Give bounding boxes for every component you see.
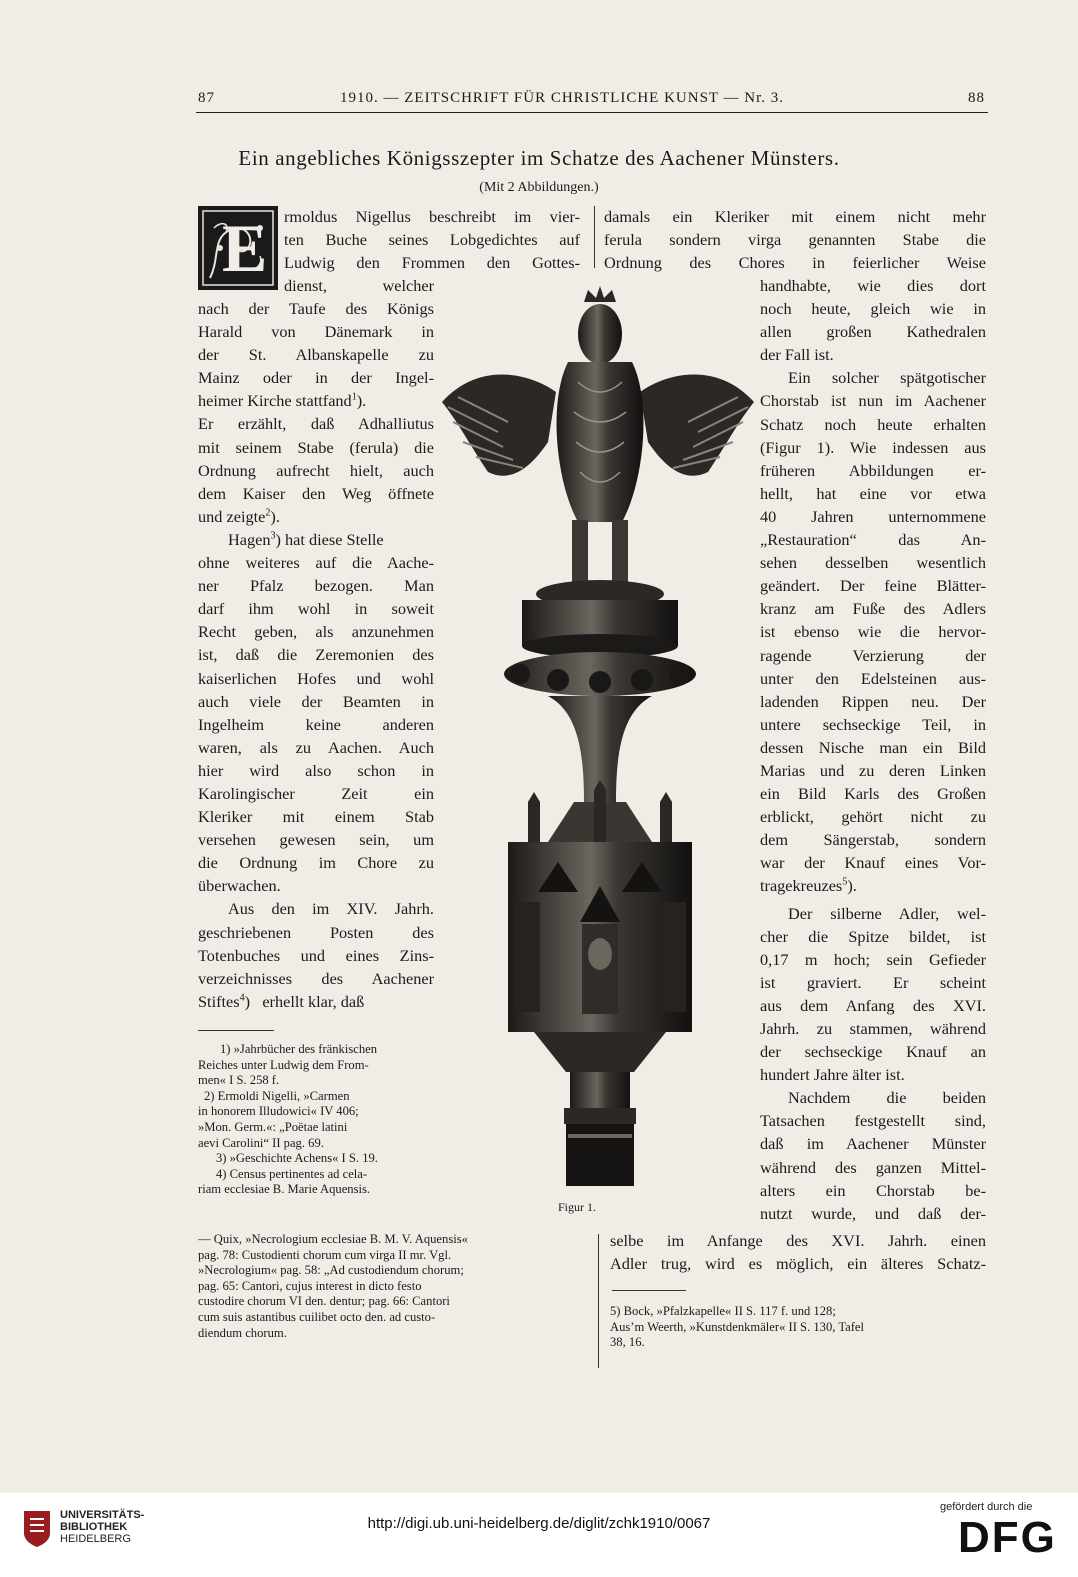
text-line: unter den Edelsteinen aus- <box>760 668 986 688</box>
text-line: Harald von Dänemark in <box>198 322 434 342</box>
text-line: geschriebenen Posten des <box>198 922 434 942</box>
text-line: daß im Aachener Münster <box>760 1134 986 1154</box>
footnote-line: riam ecclesiae B. Marie Aquensis. <box>198 1182 371 1197</box>
footnotes-left <box>198 1042 430 1198</box>
text-line: der sechseckige Knauf an <box>760 1042 986 1062</box>
text-line: alters ein Chorstab be- <box>760 1180 986 1200</box>
right-column-body <box>760 274 986 1225</box>
footnote-line: custodire chorum VI den. dentur; pag. 66: Cantori <box>198 1294 450 1309</box>
footnote-line: in honorem Illudowici« IV 406; <box>198 1104 359 1119</box>
footnote-line: men« I S. 258 f. <box>198 1073 280 1088</box>
text-line: Recht geben, als anzunehmen <box>198 622 434 642</box>
footnote-line: aevi Carolini“ II pag. 69. <box>198 1135 324 1150</box>
text-line: Adler trug, wird es möglich, ein älteres Schatz- <box>610 1254 986 1274</box>
footnote-line: — Quix, »Necrologium ecclesiae B. M. V. Aquensis« <box>198 1232 468 1246</box>
text-line: früheren Abbildungen er- <box>760 460 986 480</box>
text-line: Mainz oder in der Ingel- <box>198 368 434 388</box>
text-line: ten Buche seines Lobgedichtes auf <box>284 230 580 250</box>
text-line: ladenden Rippen neu. Der <box>760 691 986 711</box>
column-separator-top <box>594 206 595 268</box>
text-line: cher die Spitze bildet, ist <box>760 926 986 946</box>
running-title: 1910. — ZEITSCHRIFT FÜR CHRISTLICHE KUNST — Nr. 3. <box>340 90 785 106</box>
article-subtitle: (Mit 2 Abbildungen.) <box>479 180 599 195</box>
text-line: auch viele der Beamten in <box>198 691 434 711</box>
text-line: Ludwig den Frommen den Gottes- <box>284 253 580 273</box>
text-line: 0,17 m hoch; sein Gefieder <box>760 949 986 969</box>
dfg-logo: DFG <box>958 1513 1057 1562</box>
text-line: hundert Jahre älter ist. <box>760 1065 905 1085</box>
text-line: rmoldus Nigellus beschreibt im vier- <box>284 207 580 226</box>
text-line: allen großen Kathedralen <box>760 322 986 342</box>
text-line: Hagen$^3$) hat diese Stelle <box>228 529 384 549</box>
text-line: war der Knauf eines Vor- <box>760 853 986 873</box>
text-line: Kleriker mit einem Stab <box>198 807 434 827</box>
footnote-line: Aus’m Weerth, »Kunstdenkmäler« II S. 130, Tafel <box>610 1319 865 1334</box>
figure-caption: Figur 1. <box>558 1200 597 1214</box>
footnotes-right <box>610 1304 988 1351</box>
text-line: erblickt, gehört nicht zu <box>760 807 986 827</box>
text-line: Er erzählt, daß Adhalliutus <box>198 414 434 434</box>
text-line: Aus den im XIV. Jahrh. <box>228 899 434 919</box>
text-line: ferula sondern virga genannten Stabe die <box>604 230 986 250</box>
text-line: Ordnung aufrecht hielt, auch <box>198 460 434 480</box>
text-line: und zeigte$^2$). <box>198 506 280 526</box>
text-line: Ordnung des Chores in feierlicher Weise <box>604 253 986 273</box>
footnote-line: »Mon. Germ.«: „Poëtae latini <box>198 1119 348 1134</box>
text-line: Karolingischer Zeit ein <box>198 783 434 803</box>
text-line: ist ebenso wie die hervor- <box>760 622 986 642</box>
text-line: ohne weiteres auf die Aache- <box>198 553 434 573</box>
text-line: der St. Albanskapelle zu <box>198 345 434 365</box>
footnote-line: 38, 16. <box>610 1335 645 1350</box>
text-line: kranz am Fuße des Adlers <box>760 599 986 619</box>
eagle-scepter-illustration <box>438 282 758 1190</box>
text-line: kaiserlichen Hofes und wohl <box>198 668 434 688</box>
text-line: untere sechseckige Teil, in <box>760 714 986 734</box>
text-line: handhabte, wie dies dort <box>760 276 986 295</box>
text-line: verzeichnisses des Aachener <box>198 968 434 988</box>
text-line: dem Sängerstab, sondern <box>760 830 986 850</box>
text-line: Chorstab ist nun im Aachener <box>760 391 986 411</box>
text-line: ein Bild Karls des Großen <box>760 784 986 804</box>
footnote-line: diendum chorum. <box>198 1325 287 1340</box>
footnote-ref-5[interactable]: 5 <box>842 877 848 889</box>
text-line: tragekreuzes$^5$). <box>760 876 857 896</box>
header-rule <box>196 112 988 113</box>
footnote-line: cum suis astantibus cuilibet octo den. ad custo- <box>198 1309 436 1324</box>
text-line: aus dem Anfang des XVI. <box>760 995 986 1015</box>
footnote-ref-1[interactable]: 1 <box>351 391 357 403</box>
text-line: ner Pfalz bezogen. Man <box>198 576 434 596</box>
page-number-left: 87 <box>198 90 215 106</box>
footnote-line: 4) Census pertinentes ad cela- <box>216 1166 368 1181</box>
text-line: „Restauration“ das An- <box>760 530 986 550</box>
text-line: waren, als zu Aachen. Auch <box>198 737 434 757</box>
text-line: ist, daß die Zeremonien des <box>198 645 434 665</box>
initial-letter-ornament <box>198 206 278 290</box>
footnote-line: 2) Ermoldi Nigelli, »Carmen <box>204 1088 350 1103</box>
text-line: überwachen. <box>198 876 281 896</box>
text-line: nach der Taufe des Königs <box>198 299 434 318</box>
footnote-line: 1) »Jahrbücher des fränkischen <box>220 1042 378 1056</box>
text-line: Marias und zu deren Linken <box>760 760 986 780</box>
text-line: Ingelheim keine anderen <box>198 714 434 734</box>
left-column-dienst <box>284 274 434 297</box>
footnotes-left-wide <box>198 1232 590 1341</box>
left-column-body <box>198 297 434 1013</box>
text-line: Jahrh. zu stammen, während <box>760 1019 986 1038</box>
footnote-line: »Necrologium« pag. 58: „Ad custodiendum chorum; <box>198 1263 464 1278</box>
text-line: dem Kaiser den Weg öffnete <box>198 483 434 503</box>
library-name: UNIVERSITÄTS- BIBLIOTHEK HEIDELBERG <box>60 1509 145 1545</box>
column-separator-bottom <box>598 1234 599 1368</box>
text-line: Nachdem die beiden <box>788 1088 986 1108</box>
footnote-line: 5) Bock, »Pfalzkapelle« II S. 117 f. und 128; <box>610 1304 836 1318</box>
text-line: die Ordnung im Chore zu <box>198 853 434 873</box>
text-line: selbe im Anfange des XVI. Jahrh. einen <box>610 1231 986 1250</box>
text-line: 40 Jahren unternommene <box>760 506 986 526</box>
footnote-ref-2[interactable]: 2 <box>265 507 271 519</box>
text-line: Der silberne Adler, wel- <box>788 903 986 923</box>
text-line: nutzt wurde, und daß der- <box>760 1203 986 1223</box>
text-line: damals ein Kleriker mit einem nicht mehr <box>604 207 986 226</box>
text-line: Tatsachen festgestellt sind, <box>760 1111 986 1131</box>
footnote-rule-right <box>612 1290 686 1291</box>
left-column-top <box>284 205 580 274</box>
right-column-top <box>604 205 986 274</box>
text-line: mit seinem Stabe (ferula) die <box>198 437 434 457</box>
text-line: dienst, welcher <box>284 276 434 295</box>
text-line: Totenbuches und eines Zins- <box>198 945 434 965</box>
text-line: dessen Nische man ein Bild <box>760 737 986 757</box>
text-line: Ein solcher spätgotischer <box>788 368 986 388</box>
text-line: hier wird also schon in <box>198 760 434 780</box>
footnote-rule-left <box>198 1030 274 1031</box>
page-number-right: 88 <box>968 90 985 106</box>
footnote-ref-4[interactable]: 4 <box>239 992 245 1004</box>
footnote-line: pag. 78: Custodienti chorum cum virga II mr. Vgl. <box>198 1247 452 1262</box>
right-column-bottom <box>610 1229 986 1275</box>
source-url-link[interactable]: http://digi.ub.uni-heidelberg.de/diglit/zchk1910/0067 <box>367 1515 711 1532</box>
footnote-line: pag. 65: Cantori, cujus interest in dicto festo <box>198 1278 422 1293</box>
text-line: während des ganzen Mittel- <box>760 1157 986 1177</box>
text-line: (Figur 1). Wie indessen aus <box>760 437 986 457</box>
text-line: hellt, hat eine vor etwa <box>760 483 986 503</box>
article-title: Ein angebliches Königsszepter im Schatze des Aachener Münsters. <box>238 146 840 170</box>
text-line: sehen desselben wesentlich <box>760 553 986 573</box>
text-line: der Fall ist. <box>760 345 834 365</box>
footnote-ref-3[interactable]: 3 <box>270 530 276 542</box>
text-line: geändert. Der feine Blätter- <box>760 576 986 596</box>
digitization-footer <box>0 1493 1078 1577</box>
text-line: heimer Kirche stattfand$^1$). <box>198 391 367 411</box>
text-line: darf ihm wohl in soweit <box>198 599 434 619</box>
text-line: ist graviert. Er scheint <box>760 972 986 992</box>
text-line: noch heute, gleich wie in <box>760 299 986 319</box>
text-line: ragende Verzierung der <box>760 645 986 665</box>
footnote-line: 3) »Geschichte Achens« I S. 19. <box>216 1151 378 1166</box>
text-line: versehen gewesen sein, um <box>198 830 434 850</box>
funding-note: gefördert durch die <box>940 1501 1033 1513</box>
text-line: Schatz noch heute erhalten <box>760 414 986 434</box>
initial-letter: E <box>222 210 268 286</box>
footnote-line: Reiches unter Ludwig dem From- <box>198 1057 369 1072</box>
figure-scepter-image <box>438 282 758 1190</box>
text-line: Stiftes$^4$) erhellt klar, daß <box>198 991 365 1011</box>
